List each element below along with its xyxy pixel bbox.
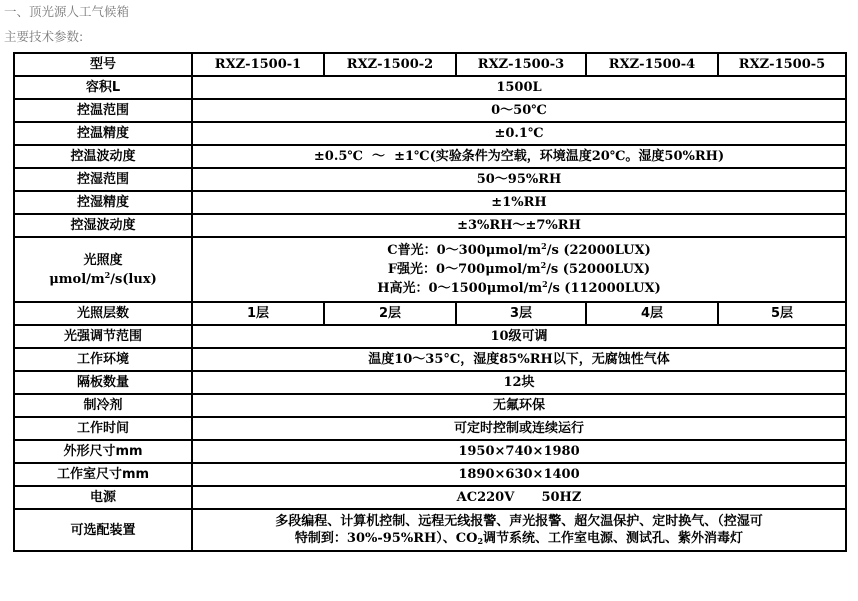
table-row [14, 168, 846, 191]
layers-1: 1层 [192, 302, 324, 325]
illuminance-h-text: H高光：0～1500μmol/m [377, 281, 543, 296]
row-label-work-time: 工作时间 [14, 417, 192, 440]
row-label-hum-range: 控湿范围 [14, 168, 192, 191]
hum-fluct-value: ±3%RH～±7%RH [192, 214, 846, 237]
row-label-layers: 光照层数 [14, 302, 192, 325]
environment-value: 温度10～35°C，湿度85%RH以下，无腐蚀性气体 [192, 348, 846, 371]
model-3: RXZ-1500-3 [456, 53, 586, 76]
illuminance-h-lux: /s (112000LUX) [547, 281, 661, 296]
table-row [14, 191, 846, 214]
temp-fluct-value: ±0.5℃ ～ ±1℃(实验条件为空载，环境温度20℃。湿度50%RH) [192, 145, 846, 168]
row-label-illuminance [14, 237, 192, 302]
illuminance-line-f [193, 260, 845, 279]
row-label-power: 电源 [14, 486, 192, 509]
volume-value: 1500L [192, 76, 846, 99]
outer-size-value: 1950×740×1980 [192, 440, 846, 463]
options-line2-b: 调节系统、工作室电源、测试孔、紫外消毒灯 [483, 531, 744, 546]
illuminance-c-lux: /s (22000LUX) [546, 243, 651, 258]
hum-precision-value: ±1%RH [192, 191, 846, 214]
hum-range-value: 50～95%RH [192, 168, 846, 191]
table-row [14, 463, 846, 486]
row-label-shelves: 隔板数量 [14, 371, 192, 394]
illuminance-unit-b: /s(lux) [110, 271, 157, 287]
model-5: RXZ-1500-5 [718, 53, 846, 76]
illuminance-label-line1: 光照度 [83, 252, 123, 268]
illuminance-values [192, 237, 846, 302]
illuminance-unit-sup: 2 [104, 269, 111, 280]
table-row [14, 122, 846, 145]
table-row [14, 348, 846, 371]
table-row [14, 371, 846, 394]
illuminance-c-text: C普光：0～300μmol/m [387, 243, 542, 258]
model-4: RXZ-1500-4 [586, 53, 718, 76]
table-row [14, 145, 846, 168]
table-row [14, 53, 846, 76]
layers-2: 2层 [324, 302, 456, 325]
model-2: RXZ-1500-2 [324, 53, 456, 76]
illuminance-h-sup: 2 [542, 279, 548, 289]
layers-4: 4层 [586, 302, 718, 325]
row-label-temp-precision: 控温精度 [14, 122, 192, 145]
refrigerant-value: 无氟环保 [192, 394, 846, 417]
options-value [192, 509, 846, 551]
spec-table [13, 52, 847, 552]
row-label-model: 型号 [14, 53, 192, 76]
temp-range-value: 0～50℃ [192, 99, 846, 122]
row-label-options: 可选配装置 [14, 509, 192, 551]
row-label-temp-range: 控温范围 [14, 99, 192, 122]
table-row [14, 509, 846, 551]
layers-5: 5层 [718, 302, 846, 325]
work-time-value: 可定时控制或连续运行 [192, 417, 846, 440]
row-label-environment: 工作环境 [14, 348, 192, 371]
table-row [14, 417, 846, 440]
light-adjust-value: 10级可调 [192, 325, 846, 348]
illuminance-label-line2 [15, 270, 191, 289]
row-label-refrigerant: 制冷剂 [14, 394, 192, 417]
table-row [14, 76, 846, 99]
power-value: AC220V 50HZ [192, 486, 846, 509]
row-label-light-adjust: 光强调节范围 [14, 325, 192, 348]
shelves-value: 12块 [192, 371, 846, 394]
table-row [14, 486, 846, 509]
table-row [14, 237, 846, 302]
illuminance-f-lux: /s (52000LUX) [546, 262, 651, 277]
row-label-hum-fluct: 控湿波动度 [14, 214, 192, 237]
table-row [14, 99, 846, 122]
row-label-outer-size: 外形尺寸mm [14, 440, 192, 463]
row-label-hum-precision: 控湿精度 [14, 191, 192, 214]
layers-3: 3层 [456, 302, 586, 325]
illuminance-c-sup: 2 [541, 241, 547, 251]
row-label-inner-size: 工作室尺寸mm [14, 463, 192, 486]
options-line2-a: 特制到：30%-95%RH）、CO [294, 531, 478, 546]
table-row [14, 325, 846, 348]
illuminance-f-sup: 2 [540, 260, 547, 270]
model-1: RXZ-1500-1 [192, 53, 324, 76]
section-subheading: 主要技术参数: [4, 29, 84, 44]
inner-size-value: 1890×630×1400 [192, 463, 846, 486]
illuminance-f-text: F强光：0～700μmol/m [387, 262, 541, 277]
table-row [14, 302, 846, 325]
illuminance-unit-a: μmol/m [49, 271, 105, 287]
options-line2 [193, 530, 845, 547]
illuminance-line-h [193, 279, 845, 298]
illuminance-line-c [193, 241, 845, 260]
options-line1: 多段编程、计算机控制、远程无线报警、声光报警、超欠温保护、定时换气、（控湿可 [275, 514, 763, 529]
table-row [14, 214, 846, 237]
options-line2-sub: 2 [477, 536, 484, 546]
table-row [14, 394, 846, 417]
row-label-temp-fluct: 控温波动度 [14, 145, 192, 168]
table-row [14, 440, 846, 463]
section-heading: 一、顶光源人工气候箱 [4, 4, 130, 19]
row-label-volume: 容积L [14, 76, 192, 99]
temp-precision-value: ±0.1℃ [192, 122, 846, 145]
